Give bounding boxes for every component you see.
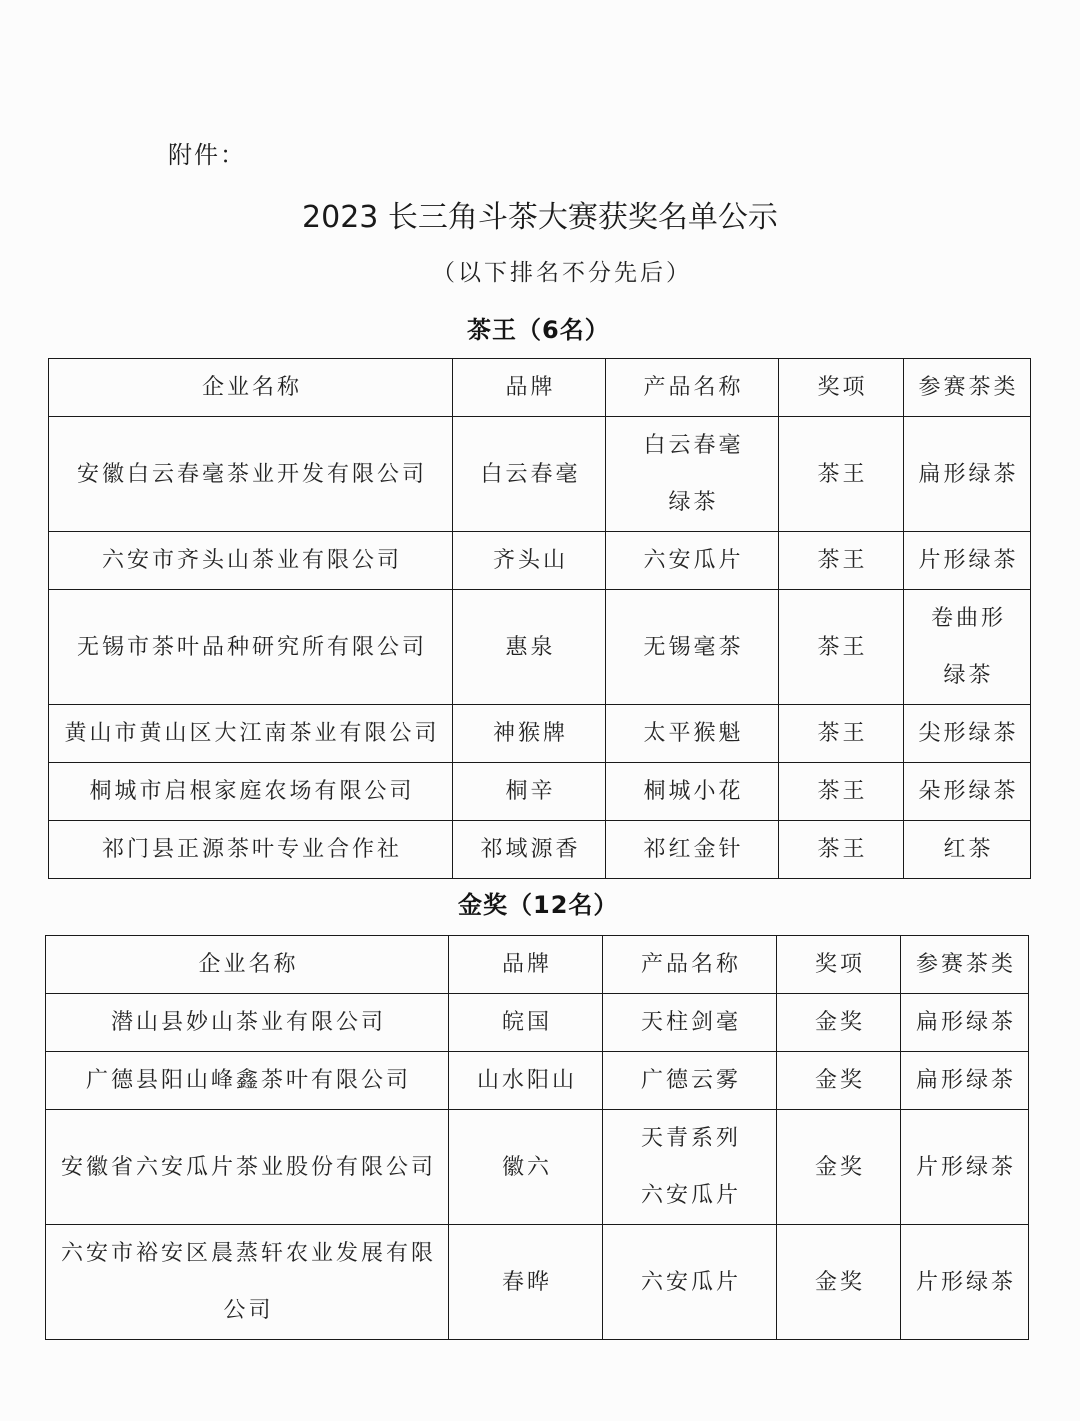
brand-cell: 春晔: [449, 1225, 603, 1340]
company-name-cell: 桐城市启根家庭农场有限公司: [49, 763, 453, 821]
brand-cell: 惠泉: [453, 590, 606, 705]
column-header-company-name: 企业名称: [46, 936, 449, 994]
product-name-cell: 广德云雾: [603, 1052, 777, 1110]
table-body: [46, 994, 1029, 1340]
table-row: [46, 1225, 1029, 1340]
tea-category-cell: 扁形绿茶: [901, 994, 1029, 1052]
brand-cell: 白云春毫: [453, 417, 606, 532]
table-body: [49, 417, 1031, 879]
product-name-cell: 无锡毫茶: [606, 590, 779, 705]
award-cell: 茶王: [779, 532, 904, 590]
column-header-product-name: 产品名称: [603, 936, 777, 994]
header-row: [49, 359, 1031, 417]
tea-category-cell: 片形绿茶: [901, 1110, 1029, 1225]
company-name-cell: 无锡市茶叶品种研究所有限公司: [49, 590, 453, 705]
header-row: [46, 936, 1029, 994]
award-cell: 茶王: [779, 417, 904, 532]
attachment-label: 附件：: [168, 141, 246, 169]
tea-category-cell: 卷曲形 绿茶: [904, 590, 1031, 705]
award-cell: 茶王: [779, 821, 904, 879]
tea-category-cell: 片形绿茶: [901, 1225, 1029, 1340]
tea-category-cell: 片形绿茶: [904, 532, 1031, 590]
tea-category-cell: 红茶: [904, 821, 1031, 879]
section-heading-gold-award: 金奖（12名）: [458, 891, 619, 919]
award-cell: 金奖: [777, 1110, 901, 1225]
table-row: [49, 705, 1031, 763]
table-row: [46, 1110, 1029, 1225]
gold-award-table: [45, 935, 1029, 1340]
column-header-award: 奖项: [777, 936, 901, 994]
tea-category-cell: 尖形绿茶: [904, 705, 1031, 763]
company-name-cell: 潜山县妙山茶业有限公司: [46, 994, 449, 1052]
brand-cell: 祁域源香: [453, 821, 606, 879]
company-name-cell: 黄山市黄山区大江南茶业有限公司: [49, 705, 453, 763]
column-header-tea-category: 参赛茶类: [904, 359, 1031, 417]
product-name-cell: 桐城小花: [606, 763, 779, 821]
brand-cell: 桐辛: [453, 763, 606, 821]
table-header: [49, 359, 1031, 417]
table-row: [49, 417, 1031, 532]
company-name-cell: 六安市裕安区晨蒸轩农业发展有限 公司: [46, 1225, 449, 1340]
document-subtitle: （以下排名不分先后）: [432, 260, 692, 286]
award-cell: 茶王: [779, 590, 904, 705]
award-cell: 金奖: [777, 1052, 901, 1110]
table-header: [46, 936, 1029, 994]
product-name-cell: 天青系列 六安瓜片: [603, 1110, 777, 1225]
product-name-cell: 太平猴魁: [606, 705, 779, 763]
table-row: [49, 590, 1031, 705]
tea-category-cell: 扁形绿茶: [904, 417, 1031, 532]
column-header-brand: 品牌: [449, 936, 603, 994]
tea-king-table: [48, 358, 1031, 879]
table-row: [46, 1052, 1029, 1110]
column-header-tea-category: 参赛茶类: [901, 936, 1029, 994]
company-name-cell: 祁门县正源茶叶专业合作社: [49, 821, 453, 879]
brand-cell: 神猴牌: [453, 705, 606, 763]
product-name-cell: 天柱剑毫: [603, 994, 777, 1052]
company-name-cell: 广德县阳山峰鑫茶叶有限公司: [46, 1052, 449, 1110]
award-cell: 金奖: [777, 994, 901, 1052]
award-cell: 茶王: [779, 705, 904, 763]
section-heading-tea-king: 茶王（6名）: [467, 316, 610, 344]
table-row: [46, 994, 1029, 1052]
company-name-cell: 安徽白云春毫茶业开发有限公司: [49, 417, 453, 532]
product-name-cell: 六安瓜片: [603, 1225, 777, 1340]
award-cell: 金奖: [777, 1225, 901, 1340]
document-title: 2023 长三角斗茶大赛获奖名单公示: [302, 200, 778, 235]
company-name-cell: 安徽省六安瓜片茶业股份有限公司: [46, 1110, 449, 1225]
award-cell: 茶王: [779, 763, 904, 821]
column-header-product-name: 产品名称: [606, 359, 779, 417]
column-header-award: 奖项: [779, 359, 904, 417]
tea-category-cell: 扁形绿茶: [901, 1052, 1029, 1110]
table-row: [49, 532, 1031, 590]
product-name-cell: 白云春毫 绿茶: [606, 417, 779, 532]
brand-cell: 齐头山: [453, 532, 606, 590]
brand-cell: 山水阳山: [449, 1052, 603, 1110]
product-name-cell: 六安瓜片: [606, 532, 779, 590]
table-row: [49, 821, 1031, 879]
product-name-cell: 祁红金针: [606, 821, 779, 879]
column-header-company-name: 企业名称: [49, 359, 453, 417]
table-row: [49, 763, 1031, 821]
column-header-brand: 品牌: [453, 359, 606, 417]
tea-category-cell: 朵形绿茶: [904, 763, 1031, 821]
brand-cell: 徽六: [449, 1110, 603, 1225]
company-name-cell: 六安市齐头山茶业有限公司: [49, 532, 453, 590]
brand-cell: 皖国: [449, 994, 603, 1052]
